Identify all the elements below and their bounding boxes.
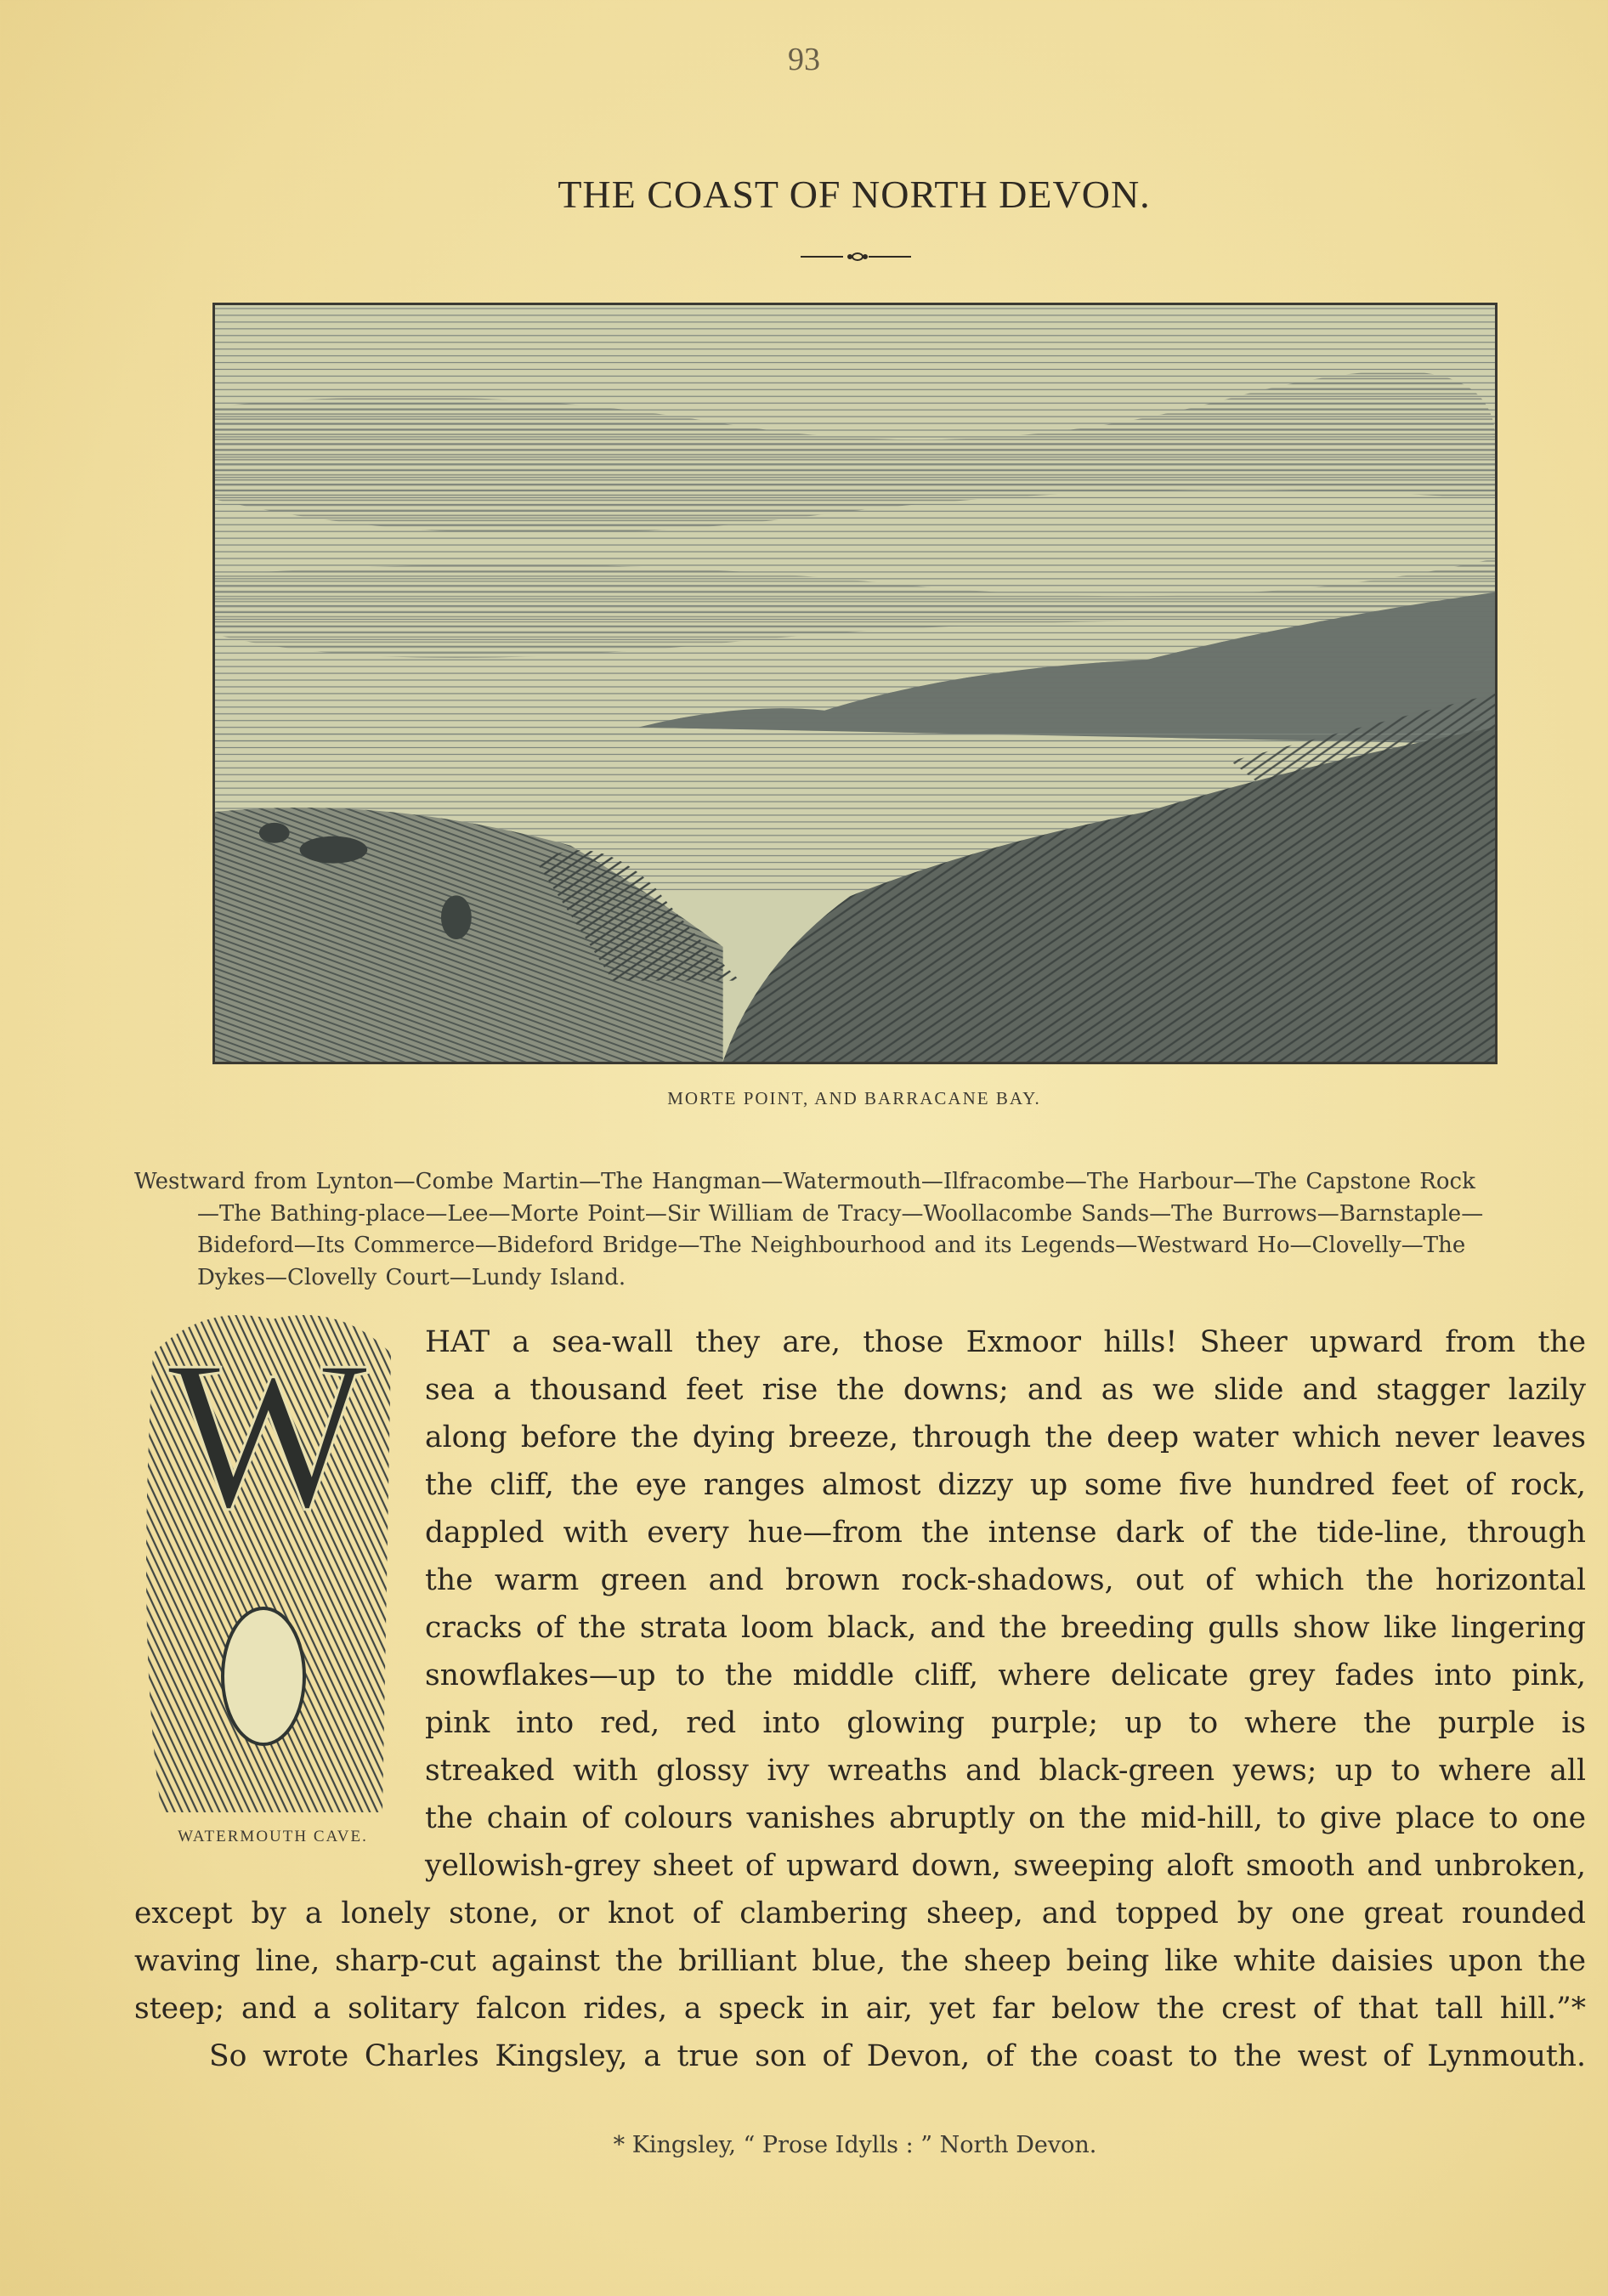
- chapter-summary: [134, 1166, 1586, 1294]
- dropcap-illustration: [136, 1302, 399, 1821]
- body-line: streaked with glossy ivy wreaths and black-green yews; up to where all: [425, 1754, 1586, 1788]
- engraving-morte-point: [212, 303, 1498, 1064]
- summary-line: Westward from Lynton—Combe Martin—The Hangman—Watermouth—Ilfracombe—The Harbour—The Capstone Rock: [134, 1169, 1475, 1194]
- body-line: snowflakes—up to the middle cliff, where delicate grey fades into pink,: [425, 1658, 1586, 1692]
- title-ornament: [801, 250, 911, 264]
- body-line: except by a lonely stone, or knot of clambering sheep, and topped by one great rounded: [134, 1896, 1586, 1930]
- summary-line: —The Bathing-place—Lee—Morte Point—Sir William de Tracy—Woollacombe Sands—The Burrows—Barnstaple—: [197, 1200, 1484, 1227]
- body-line: waving line, sharp-cut against the brilliant blue, the sheep being like white daisies upon the: [134, 1944, 1586, 1978]
- summary-line: Bideford—Its Commerce—Bideford Bridge—The Neighbourhood and its Legends—Westward Ho—Clovelly—The: [197, 1233, 1466, 1258]
- summary-line: Dykes—Clovelly Court—Lundy Island.: [197, 1264, 626, 1290]
- body-line: pink into red, red into glowing purple; up to where the purple is: [425, 1706, 1586, 1740]
- footnote: * Kingsley, “ Prose Idylls : ” North Devon.: [613, 2132, 1097, 2158]
- page-number: 93: [788, 42, 820, 77]
- dropcap-caption: WATERMOUTH CAVE.: [178, 1828, 368, 1845]
- body-line: along before the dying breeze, through the deep water which never leaves: [425, 1420, 1586, 1454]
- body-line: yellowish-grey sheet of upward down, sweeping aloft smooth and unbroken,: [425, 1849, 1586, 1883]
- plate-caption: MORTE POINT, AND BARRACANE BAY.: [667, 1088, 1041, 1108]
- body-line: steep; and a solitary falcon rides, a speck in air, yet far below the crest of that tall hill.”*: [134, 1992, 1586, 2026]
- body-line: the chain of colours vanishes abruptly on the mid-hill, to give place to one: [425, 1801, 1586, 1835]
- body-line: So wrote Charles Kingsley, a true son of Devon, of the coast to the west of Lynmouth.: [209, 2039, 1586, 2073]
- dropcap-letter: W: [167, 1318, 368, 1553]
- body-line: sea a thousand feet rise the downs; and as we slide and stagger lazily: [425, 1373, 1586, 1407]
- body-line: dappled with every hue—from the intense dark of the tide-line, through: [425, 1516, 1586, 1550]
- body-line: the warm green and brown rock-shadows, out of which the horizontal: [425, 1563, 1586, 1597]
- body-line: cracks of the strata loom black, and the breeding gulls show like lingering: [425, 1611, 1586, 1645]
- body-line: the cliff, the eye ranges almost dizzy up some five hundred feet of rock,: [425, 1468, 1586, 1502]
- page-title: THE COAST OF NORTH DEVON.: [558, 173, 1151, 216]
- body-line: HAT a sea-wall they are, those Exmoor hills! Sheer upward from the: [425, 1325, 1586, 1359]
